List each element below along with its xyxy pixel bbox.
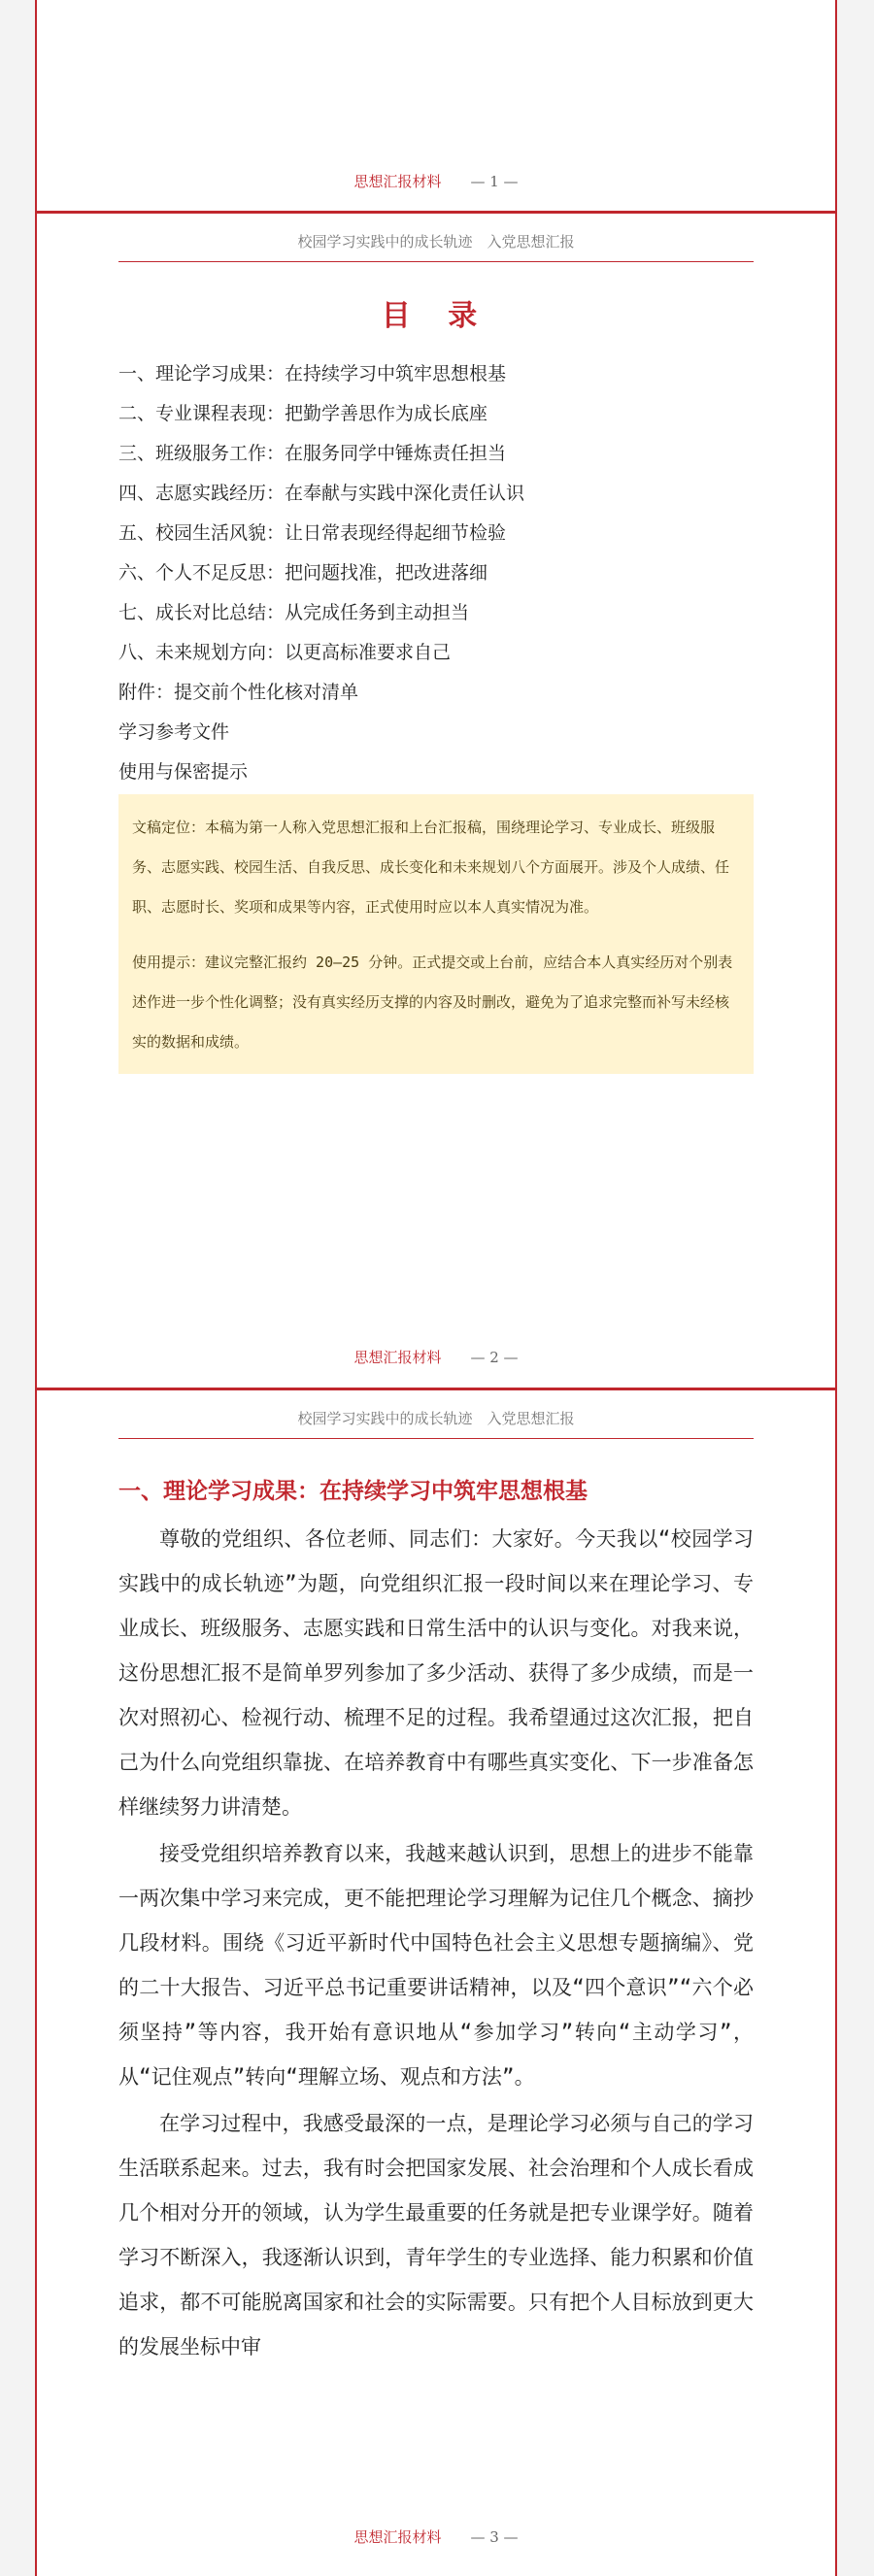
page-number: — 2 —	[470, 1349, 519, 1366]
toc-item[interactable]: 二、专业课程表现：把勤学善思作为成长底座	[118, 403, 488, 424]
toc-item[interactable]: 五、校园生活风貌：让日常表现经得起细节检验	[118, 522, 507, 544]
toc-title: 目 录	[381, 299, 491, 333]
page-1	[35, 0, 837, 214]
body-paragraph: 接受党组织培养教育以来，我越来越认识到，思想上的进步不能靠一两次集中学习来完成，更不能把理论学习理解为记住几个概念、摘抄几段材料。围绕《习近平新时代中国特色社会主义思想专题摘编》、党的二十大报告、习近平总书记重要讲话精神，以及“四个意识”“六个必须坚持”等内容，我开始有意识地从“参加学习”转向“主动学习”，从“记住观点”转向“理解立场、观点和方法”。	[118, 1842, 754, 2089]
toc-item[interactable]: 七、成长对比总结：从完成任务到主动担当	[118, 602, 470, 623]
running-header: 校园学习实践中的成长轨迹 入党思想汇报	[118, 1408, 754, 1439]
toc-item[interactable]: 六、个人不足反思：把问题找准，把改进落细	[118, 562, 488, 584]
toc-item[interactable]: 一、理论学习成果：在持续学习中筑牢思想根基	[118, 363, 507, 385]
page-footer	[37, 2526, 835, 2547]
toc-item[interactable]: 四、志愿实践经历：在奉献与实践中深化责任认识	[118, 483, 525, 504]
running-header: 校园学习实践中的成长轨迹 入党思想汇报	[118, 231, 754, 262]
page-number: — 3 —	[470, 2528, 519, 2546]
toc-item[interactable]: 附件：提交前个性化核对清单	[118, 682, 359, 703]
footer-label: 思想汇报材料	[353, 173, 442, 190]
page-footer	[37, 171, 835, 191]
section-title: 一、理论学习成果：在持续学习中筑牢思想根基	[118, 1479, 588, 1504]
section-body	[118, 1517, 754, 2371]
toc-item[interactable]: 使用与保密提示	[118, 761, 249, 783]
page-footer	[37, 1347, 835, 1367]
body-paragraph: 在学习过程中，我感受最深的一点，是理论学习必须与自己的学习生活联系起来。过去，我有时会把国家发展、社会治理和个人成长看成几个相对分开的领域，认为学生最重要的任务就是把专业课学好。随着学习不断深入，我逐渐认识到，青年学生的专业选择、能力积累和价值追求，都不可能脱离国家和社会的实际需要。只有把个人目标放到更大的发展坐标中审	[118, 2112, 754, 2359]
page-number: — 1 —	[470, 173, 519, 190]
notice-positioning: 文稿定位：本稿为第一人称入党思想汇报和上台汇报稿，围绕理论学习、专业成长、班级服务、志愿实践、校园生活、自我反思、成长变化和未来规划八个方面展开。涉及个人成绩、任职、志愿时长、奖项和成果等内容，正式使用时应以本人真实情况为准。	[132, 819, 730, 916]
usage-notice-box	[118, 794, 754, 1074]
body-paragraph: 尊敬的党组织、各位老师、同志们：大家好。今天我以“校园学习实践中的成长轨迹”为题，向党组织汇报一段时间以来在理论学习、专业成长、班级服务、志愿实践和日常生活中的认识与变化。对我来说，这份思想汇报不是简单罗列参加了多少活动、获得了多少成绩，而是一次对照初心、检视行动、梳理不足的过程。我希望通过这次汇报，把自己为什么向党组织靠拢、在培养教育中有哪些真实变化、下一步准备怎样继续努力讲清楚。	[118, 1527, 754, 1819]
toc-list	[118, 354, 754, 792]
toc-item[interactable]: 学习参考文件	[118, 721, 230, 743]
footer-label: 思想汇报材料	[353, 2528, 442, 2546]
page-3	[35, 1390, 837, 2576]
footer-label: 思想汇报材料	[353, 1349, 442, 1366]
notice-usage-tip: 使用提示：建议完整汇报约 20—25 分钟。正式提交或上台前，应结合本人真实经历对个别表述作进一步个性化调整；没有真实经历支撑的内容及时删改，避免为了追求完整而补写未经核实的数据和成绩。	[132, 953, 733, 1051]
toc-item[interactable]: 八、未来规划方向：以更高标准要求自己	[118, 642, 452, 663]
page-2	[35, 214, 837, 1390]
toc-item[interactable]: 三、班级服务工作：在服务同学中锤炼责任担当	[118, 443, 507, 464]
